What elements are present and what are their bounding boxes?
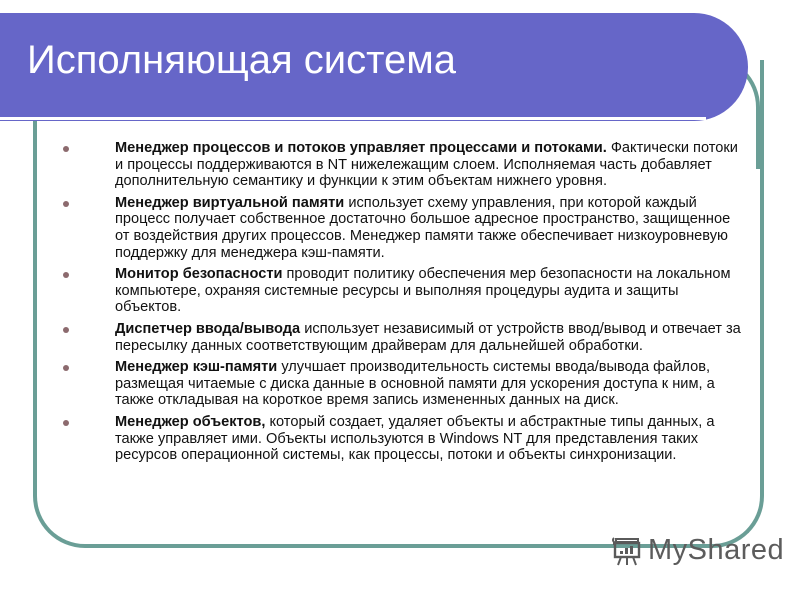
bullet-description: проводит политику обеспечения мер безопасности на локальном компьютере, охраняя системные ресурсы и выполняя процедуры аудита и защиты объектов. xyxy=(115,266,731,316)
bullet-description: улучшает производительность системы ввода/вывода файлов, размещая читаемые с диска данные в основной памяти для ускорения доступа к ним, а также откладывая на короткое время запись измененных данных на диск. xyxy=(115,359,715,409)
bullet-term: Монитор безопасности xyxy=(115,266,283,283)
bullet-term: Менеджер объектов, xyxy=(115,413,266,430)
bullet-term: Менеджер кэш-памяти xyxy=(115,359,278,376)
presentation-board-icon xyxy=(610,533,644,567)
bullet-item-security-monitor xyxy=(115,266,745,316)
bullet-list xyxy=(115,140,745,469)
bullet-item-io-manager xyxy=(115,321,745,354)
watermark-text: MyShared xyxy=(648,534,785,566)
bullet-term: Менеджер виртуальной памяти xyxy=(115,194,345,211)
bullet-dot-icon xyxy=(63,420,69,426)
bullet-dot-icon xyxy=(63,146,69,152)
bullet-item-process-manager xyxy=(115,140,745,190)
bullet-description: использует схему управления, при которой каждый процесс получает собственное достаточно большое адресное пространство, защищенное от воздействия других процессов. Менеджер памяти также обеспечивает низкоуровневую поддержку для менеджера кэш-памяти. xyxy=(115,194,731,261)
watermark xyxy=(610,532,784,568)
bullet-item-object-manager xyxy=(115,414,745,464)
bullet-item-cache-manager xyxy=(115,359,745,409)
bullet-term: Менеджер процессов и потоков управляет процессами и потоками. xyxy=(115,140,607,156)
bullet-term: Диспетчер ввода/вывода xyxy=(115,320,301,337)
bullet-description: использует независимый от устройств ввод/вывод и отвечает за пересылку данных соответствующим драйверам для дальнейшей обработки. xyxy=(115,320,741,354)
bullet-description: который создает, удаляет объекты и абстрактные типы данных, а также управляет ими. Объекты используются в Windows NT для представления таких ресурсов операционной системы, как процессы, потоки и объекты синхронизации. xyxy=(115,413,715,464)
bullet-dot-icon xyxy=(63,327,69,333)
title-underline xyxy=(0,117,706,120)
bullet-dot-icon xyxy=(63,201,69,207)
bullet-description: Фактически потоки и процессы поддерживаются в NT нижележащим слоем. Исполняемая часть добавляет дополнительную семантику и функции к этим объектам нижнего уровня. xyxy=(115,140,738,190)
bullet-item-virtual-memory-manager xyxy=(115,195,745,261)
slide-title: Исполняющая система xyxy=(27,38,457,82)
